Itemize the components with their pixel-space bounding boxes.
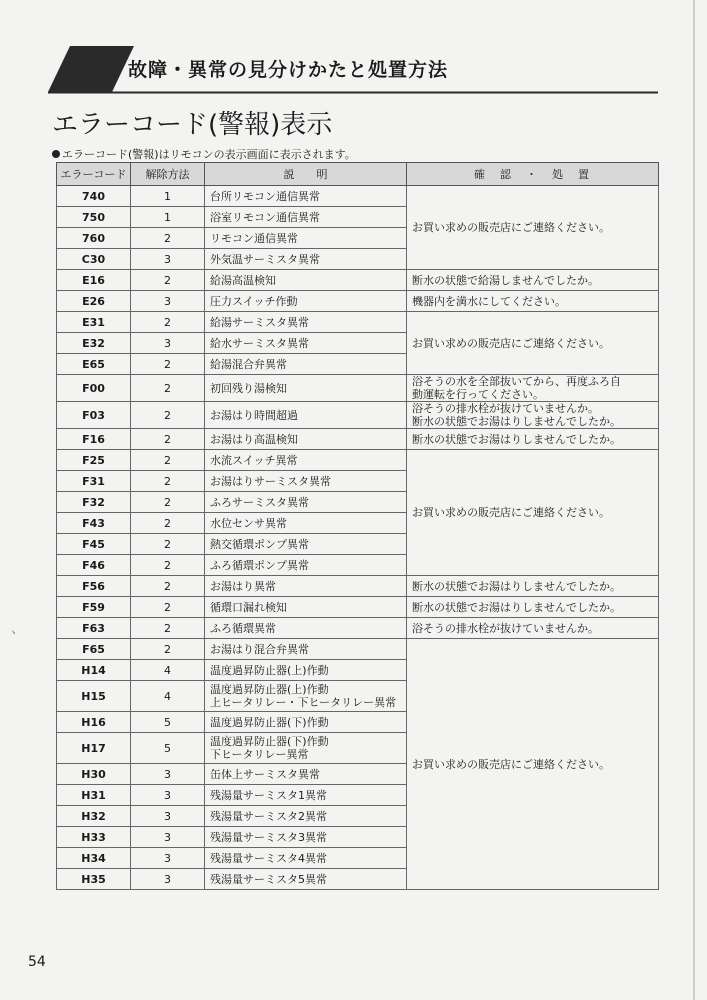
description-cell bbox=[205, 402, 407, 429]
table-row bbox=[57, 375, 659, 402]
action-line: 動運転を行ってください。 bbox=[412, 388, 544, 401]
table-row bbox=[57, 186, 659, 207]
action-cell bbox=[407, 450, 659, 576]
error-code-cell: H17 bbox=[57, 733, 131, 764]
table-row bbox=[57, 450, 659, 471]
description-cell bbox=[205, 450, 407, 471]
description-line: お湯はり混合弁異常 bbox=[210, 642, 309, 656]
action-cell bbox=[407, 639, 659, 890]
note bbox=[52, 146, 356, 162]
release-method-cell: 2 bbox=[131, 597, 205, 618]
release-method-cell: 2 bbox=[131, 270, 205, 291]
description-line: 水位センサ異常 bbox=[210, 516, 287, 530]
action-line: 断水の状態でお湯はりしませんでしたか。 bbox=[412, 432, 621, 446]
description-cell bbox=[205, 291, 407, 312]
description-line: 熱交循環ポンプ異常 bbox=[210, 537, 309, 551]
description-cell bbox=[205, 375, 407, 402]
error-code-cell: F56 bbox=[57, 576, 131, 597]
error-code-cell: F32 bbox=[57, 492, 131, 513]
error-code-cell: F63 bbox=[57, 618, 131, 639]
release-method-cell: 3 bbox=[131, 869, 205, 890]
description-line: 圧力スイッチ作動 bbox=[210, 294, 298, 308]
description-cell bbox=[205, 712, 407, 733]
header-release-method: 解除方法 bbox=[131, 163, 205, 186]
action-line: 断水の状態でお湯はりしませんでしたか。 bbox=[412, 415, 621, 428]
table-body bbox=[57, 186, 659, 890]
release-method-cell: 3 bbox=[131, 291, 205, 312]
description-line: 循環口漏れ検知 bbox=[210, 600, 287, 614]
description-line: お湯はり時間超過 bbox=[210, 408, 298, 422]
description-line: 缶体上サーミスタ異常 bbox=[210, 767, 320, 781]
description-line: 給湯サーミスタ異常 bbox=[210, 315, 309, 329]
description-line: ふろ循環ポンプ異常 bbox=[210, 558, 309, 572]
release-method-cell: 4 bbox=[131, 681, 205, 712]
table-row bbox=[57, 270, 659, 291]
error-code-cell: E65 bbox=[57, 354, 131, 375]
description-line: お湯はりサーミスタ異常 bbox=[210, 474, 331, 488]
description-line: 温度過昇防止器(上)作動 bbox=[210, 683, 329, 696]
description-cell bbox=[205, 681, 407, 712]
description-cell bbox=[205, 639, 407, 660]
description-line: 温度過昇防止器(下)作動 bbox=[210, 735, 329, 748]
description-line: 温度過昇防止器(下)作動 bbox=[210, 715, 329, 729]
error-code-cell: H32 bbox=[57, 806, 131, 827]
header-action: 確 認 ・ 処 置 bbox=[407, 163, 659, 186]
action-cell bbox=[407, 186, 659, 270]
action-cell bbox=[407, 618, 659, 639]
description-cell bbox=[205, 312, 407, 333]
description-line: お湯はり異常 bbox=[210, 579, 276, 593]
release-method-cell: 2 bbox=[131, 492, 205, 513]
description-cell bbox=[205, 806, 407, 827]
table-header-row bbox=[57, 163, 659, 186]
description-line: お湯はり高温検知 bbox=[210, 432, 298, 446]
error-code-cell: E31 bbox=[57, 312, 131, 333]
release-method-cell: 2 bbox=[131, 429, 205, 450]
action-line: お買い求めの販売店にご連絡ください。 bbox=[412, 221, 610, 234]
release-method-cell: 2 bbox=[131, 375, 205, 402]
error-code-cell: H14 bbox=[57, 660, 131, 681]
description-line: 初回残り湯検知 bbox=[210, 381, 287, 395]
description-line: 台所リモコン通信異常 bbox=[210, 189, 320, 203]
release-method-cell: 2 bbox=[131, 471, 205, 492]
error-code-table bbox=[56, 162, 659, 890]
release-method-cell: 2 bbox=[131, 618, 205, 639]
action-cell bbox=[407, 270, 659, 291]
description-cell bbox=[205, 597, 407, 618]
release-method-cell: 5 bbox=[131, 712, 205, 733]
description-line: リモコン通信異常 bbox=[210, 231, 298, 245]
description-cell bbox=[205, 576, 407, 597]
release-method-cell: 2 bbox=[131, 228, 205, 249]
header-description: 説 明 bbox=[205, 163, 407, 186]
table-row bbox=[57, 312, 659, 333]
error-code-cell: E16 bbox=[57, 270, 131, 291]
action-cell bbox=[407, 576, 659, 597]
table-row bbox=[57, 402, 659, 429]
action-line: 浴そうの水を全部抜いてから、再度ふろ自 bbox=[412, 375, 621, 388]
release-method-cell: 3 bbox=[131, 249, 205, 270]
description-cell bbox=[205, 534, 407, 555]
bullet-icon bbox=[52, 150, 60, 158]
description-line: 水流スイッチ異常 bbox=[210, 453, 298, 467]
section-title: 故障・異常の見分けかたと処置方法 bbox=[128, 59, 449, 81]
error-code-cell: E32 bbox=[57, 333, 131, 354]
release-method-cell: 3 bbox=[131, 848, 205, 869]
margin-mark: ヽ bbox=[8, 628, 18, 639]
section-banner bbox=[48, 44, 658, 94]
release-method-cell: 3 bbox=[131, 806, 205, 827]
action-line: 浴そうの排水栓が抜けていませんか。 bbox=[412, 621, 599, 635]
error-code-cell: 740 bbox=[57, 186, 131, 207]
action-cell bbox=[407, 429, 659, 450]
error-code-cell: F65 bbox=[57, 639, 131, 660]
description-cell bbox=[205, 848, 407, 869]
page-title: エラーコード(警報)表示 bbox=[52, 110, 333, 140]
table-row bbox=[57, 597, 659, 618]
error-code-cell: F59 bbox=[57, 597, 131, 618]
release-method-cell: 5 bbox=[131, 733, 205, 764]
description-line: 給湯高温検知 bbox=[210, 273, 276, 287]
description-cell bbox=[205, 249, 407, 270]
release-method-cell: 2 bbox=[131, 513, 205, 534]
description-line: 外気温サーミスタ異常 bbox=[210, 252, 320, 266]
description-cell bbox=[205, 869, 407, 890]
table-row bbox=[57, 429, 659, 450]
description-cell bbox=[205, 207, 407, 228]
description-cell bbox=[205, 785, 407, 806]
error-code-cell: H30 bbox=[57, 764, 131, 785]
error-code-cell: C30 bbox=[57, 249, 131, 270]
error-code-cell: F16 bbox=[57, 429, 131, 450]
note-text: エラーコード(警報)はリモコンの表示画面に表示されます。 bbox=[62, 148, 356, 161]
release-method-cell: 4 bbox=[131, 660, 205, 681]
release-method-cell: 1 bbox=[131, 207, 205, 228]
release-method-cell: 2 bbox=[131, 639, 205, 660]
error-code-cell: H34 bbox=[57, 848, 131, 869]
action-cell bbox=[407, 291, 659, 312]
release-method-cell: 3 bbox=[131, 764, 205, 785]
error-code-cell: F25 bbox=[57, 450, 131, 471]
description-cell bbox=[205, 354, 407, 375]
description-cell bbox=[205, 513, 407, 534]
error-code-cell: F45 bbox=[57, 534, 131, 555]
release-method-cell: 2 bbox=[131, 402, 205, 429]
description-line: ふろ循環異常 bbox=[210, 621, 276, 635]
action-cell bbox=[407, 597, 659, 618]
release-method-cell: 2 bbox=[131, 354, 205, 375]
description-cell bbox=[205, 333, 407, 354]
description-cell bbox=[205, 492, 407, 513]
error-code-cell: H31 bbox=[57, 785, 131, 806]
release-method-cell: 3 bbox=[131, 333, 205, 354]
description-line: 残湯量サーミスタ3異常 bbox=[210, 830, 327, 844]
table-row bbox=[57, 576, 659, 597]
description-cell bbox=[205, 471, 407, 492]
release-method-cell: 2 bbox=[131, 312, 205, 333]
error-code-cell: F46 bbox=[57, 555, 131, 576]
action-line: 断水の状態でお湯はりしませんでしたか。 bbox=[412, 579, 621, 593]
description-cell bbox=[205, 270, 407, 291]
description-line: 給湯混合弁異常 bbox=[210, 357, 287, 371]
error-code-cell: 760 bbox=[57, 228, 131, 249]
error-code-cell: H33 bbox=[57, 827, 131, 848]
action-line: 断水の状態でお湯はりしませんでしたか。 bbox=[412, 600, 621, 614]
error-code-cell: F00 bbox=[57, 375, 131, 402]
error-code-cell: H35 bbox=[57, 869, 131, 890]
action-line: お買い求めの販売店にご連絡ください。 bbox=[412, 757, 610, 771]
release-method-cell: 2 bbox=[131, 450, 205, 471]
description-cell bbox=[205, 228, 407, 249]
error-code-cell: H16 bbox=[57, 712, 131, 733]
description-cell bbox=[205, 555, 407, 576]
action-cell bbox=[407, 402, 659, 429]
error-code-cell: 750 bbox=[57, 207, 131, 228]
description-line: 残湯量サーミスタ1異常 bbox=[210, 788, 327, 802]
description-line: 残湯量サーミスタ2異常 bbox=[210, 809, 327, 823]
error-code-cell: H15 bbox=[57, 681, 131, 712]
release-method-cell: 3 bbox=[131, 827, 205, 848]
action-line: お買い求めの販売店にご連絡ください。 bbox=[412, 336, 610, 350]
action-cell bbox=[407, 312, 659, 375]
error-code-cell: E26 bbox=[57, 291, 131, 312]
release-method-cell: 3 bbox=[131, 785, 205, 806]
description-cell bbox=[205, 618, 407, 639]
description-cell bbox=[205, 660, 407, 681]
description-cell bbox=[205, 733, 407, 764]
description-cell bbox=[205, 827, 407, 848]
release-method-cell: 2 bbox=[131, 534, 205, 555]
error-code-cell: F03 bbox=[57, 402, 131, 429]
release-method-cell: 1 bbox=[131, 186, 205, 207]
description-line: 残湯量サーミスタ4異常 bbox=[210, 851, 327, 865]
release-method-cell: 2 bbox=[131, 576, 205, 597]
description-line: 下ヒータリレー異常 bbox=[210, 748, 309, 761]
description-cell bbox=[205, 764, 407, 785]
page-edge bbox=[693, 0, 695, 1000]
description-line: 温度過昇防止器(上)作動 bbox=[210, 663, 329, 677]
table-row bbox=[57, 291, 659, 312]
table-row bbox=[57, 618, 659, 639]
description-line: 残湯量サーミスタ5異常 bbox=[210, 872, 327, 886]
error-code-cell: F31 bbox=[57, 471, 131, 492]
action-line: 浴そうの排水栓が抜けていませんか。 bbox=[412, 402, 599, 415]
description-line: 上ヒータリレー・下ヒータリレー異常 bbox=[210, 696, 397, 709]
action-line: お買い求めの販売店にご連絡ください。 bbox=[412, 506, 610, 519]
action-line: 断水の状態で給湯しませんでしたか。 bbox=[412, 273, 599, 287]
description-line: ふろサーミスタ異常 bbox=[210, 495, 309, 509]
page-number: 54 bbox=[28, 954, 46, 970]
release-method-cell: 2 bbox=[131, 555, 205, 576]
description-line: 給水サーミスタ異常 bbox=[210, 336, 309, 350]
error-code-cell: F43 bbox=[57, 513, 131, 534]
table-row bbox=[57, 639, 659, 660]
header-error-code: エラーコード bbox=[57, 163, 131, 186]
action-cell bbox=[407, 375, 659, 402]
action-line: 機器内を満水にしてください。 bbox=[412, 294, 566, 308]
description-line: 浴室リモコン通信異常 bbox=[210, 210, 320, 224]
description-cell bbox=[205, 429, 407, 450]
description-cell bbox=[205, 186, 407, 207]
